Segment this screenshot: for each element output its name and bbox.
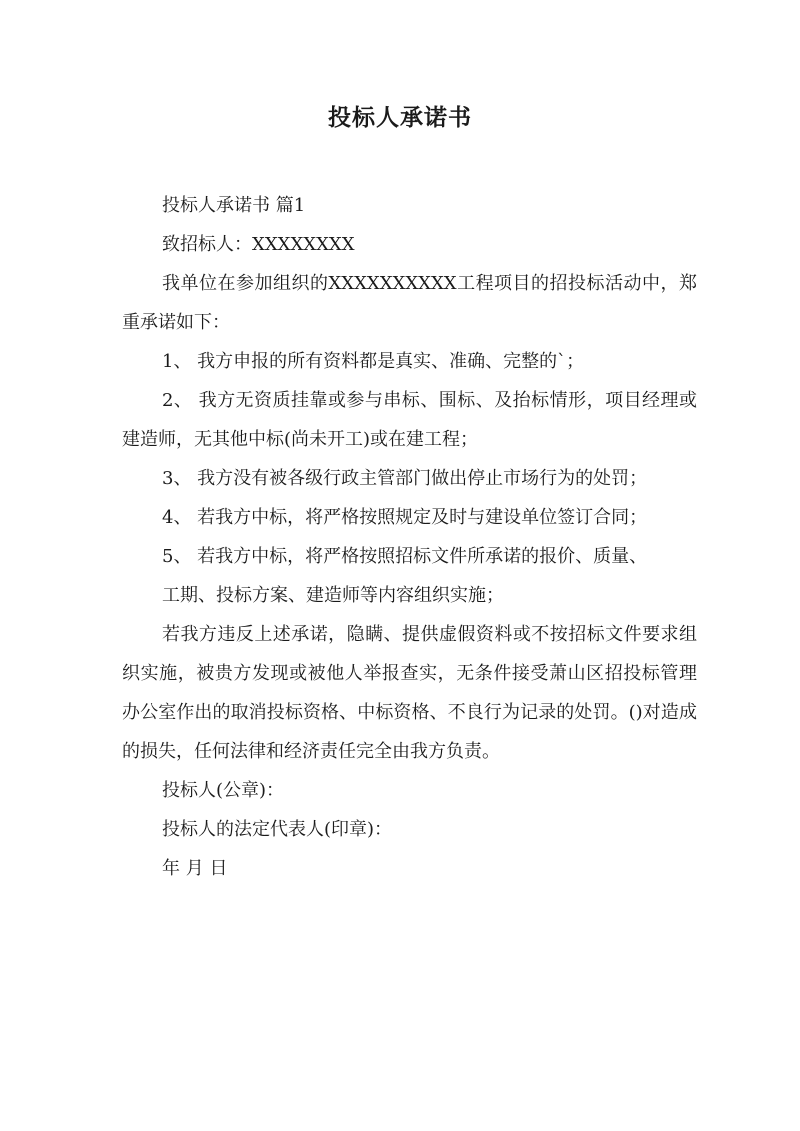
document-title: 投标人承诺书 <box>328 105 472 131</box>
commitment-item-5-continued: 工期、投标方案、建造师等内容组织实施； <box>162 585 504 606</box>
date-line: 年 月 日 <box>162 858 228 879</box>
commitment-item-1: 1、 我方申报的所有资料都是真实、准确、完整的`； <box>162 351 585 372</box>
commitment-item-5: 5、 若我方中标，将严格按照招标文件所承诺的报价、质量、 <box>162 546 648 567</box>
liability-paragraph: 若我方违反上述承诺，隐瞒、提供虚假资料或不按招标文件要求组织实施，被贵方发现或被他人举报查实，无条件接受萧山区招投标管理办公室作出的取消投标资格、中标资格、不良行为记录的处罚。()对造成的损失，任何法律和经济责任完全由我方负责。 <box>122 624 697 762</box>
commitment-item-4: 4、 若我方中标，将严格按照规定及时与建设单位签订合同； <box>162 507 648 528</box>
commitment-item-3: 3、 我方没有被各级行政主管部门做出停止市场行为的处罚； <box>162 468 648 489</box>
section-heading: 投标人承诺书 篇1 <box>162 195 306 216</box>
legal-representative-line: 投标人的法定代表人(印章)： <box>162 819 393 840</box>
addressee-line: 致招标人：XXXXXXXX <box>162 234 355 255</box>
document-body <box>122 186 697 888</box>
bidder-seal-line: 投标人(公章)： <box>162 780 285 801</box>
intro-paragraph: 我单位在参加组织的XXXXXXXXXX工程项目的招投标活动中，郑重承诺如下： <box>122 273 697 333</box>
commitment-item-2: 2、 我方无资质挂靠或参与串标、围标、及抬标情形，项目经理或建造师，无其他中标(尚未开工)或在建工程； <box>122 390 697 450</box>
